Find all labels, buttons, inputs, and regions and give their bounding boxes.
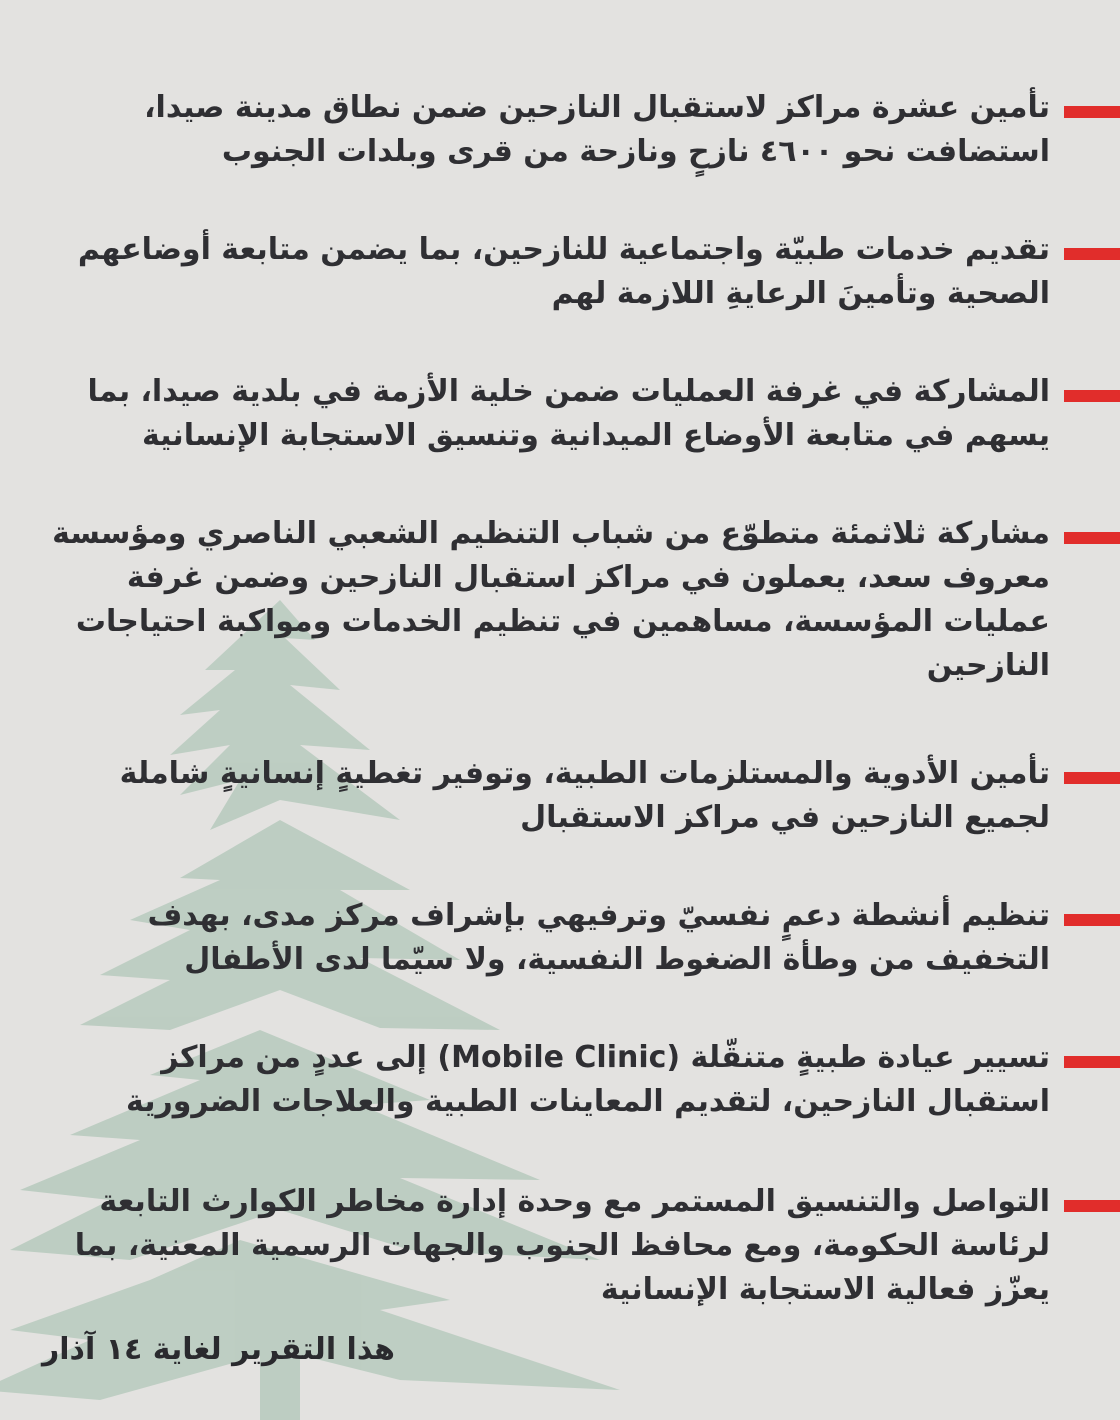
- item-text: تسيير عيادة طبيةٍ متنقّلة (Mobile Clinic) إلى عددٍ من مراكز استقبال النازحين، لتقديم المعاينات الطبية والعلاجات الضرورية: [126, 1040, 1050, 1119]
- red-bullet-bar: [1064, 914, 1120, 926]
- red-bullet-bar: [1064, 772, 1120, 784]
- red-bullet-bar: [1064, 390, 1120, 402]
- list-item: [30, 228, 1050, 316]
- item-text: تأمين عشرة مراكز لاستقبال النازحين ضمن نطاق مدينة صيدا، استضافت نحو ٤٦٠٠ نازحٍ ونازحة من قرى وبلدات الجنوب: [144, 90, 1050, 169]
- list-item: [30, 1180, 1050, 1312]
- red-bullet-bar: [1064, 106, 1120, 118]
- item-text: تقديم خدمات طبيّة واجتماعية للنازحين، بما يضمن متابعة أوضاعهم الصحية وتأمينَ الرعايةِ اللازمة لهم: [77, 232, 1050, 311]
- red-bullet-bar: [1064, 1200, 1120, 1212]
- item-text: تنظيم أنشطة دعمٍ نفسيّ وترفيهي بإشراف مركز مدى، بهدف التخفيف من وطأة الضغوط النفسية، ولا سيّما لدى الأطفال: [147, 898, 1050, 977]
- list-item: [30, 894, 1050, 982]
- list-item: [30, 512, 1050, 688]
- report-date-note: هذا التقرير لغاية ١٤ آذار: [42, 1332, 395, 1367]
- item-text: التواصل والتنسيق المستمر مع وحدة إدارة مخاطر الكوارث التابعة لرئاسة الحكومة، ومع محافظ الجنوب والجهات الرسمية المعنية، بما يعزّز فعالية الاستجابة الإنسانية: [74, 1184, 1050, 1307]
- red-bullet-bar: [1064, 1056, 1120, 1068]
- list-item: [30, 752, 1050, 840]
- red-bullet-bar: [1064, 248, 1120, 260]
- item-text: تأمين الأدوية والمستلزمات الطبية، وتوفير تغطيةٍ إنسانيةٍ شاملة لجميع النازحين في مراكز الاستقبال: [119, 756, 1050, 835]
- red-bullet-bar: [1064, 532, 1120, 544]
- list-item: [30, 370, 1050, 458]
- item-text: المشاركة في غرفة العمليات ضمن خلية الأزمة في بلدية صيدا، بما يسهم في متابعة الأوضاع الميدانية وتنسيق الاستجابة الإنسانية: [87, 374, 1050, 453]
- item-text: مشاركة ثلاثمئة متطوّع من شباب التنظيم الشعبي الناصري ومؤسسة معروف سعد، يعملون في مراكز استقبال النازحين وضمن غرفة عمليات المؤسسة، مساهمين في تنظيم الخدمات ومواكبة احتياجات النازحين: [52, 516, 1050, 683]
- list-item: [30, 86, 1050, 174]
- list-item: [30, 1036, 1050, 1124]
